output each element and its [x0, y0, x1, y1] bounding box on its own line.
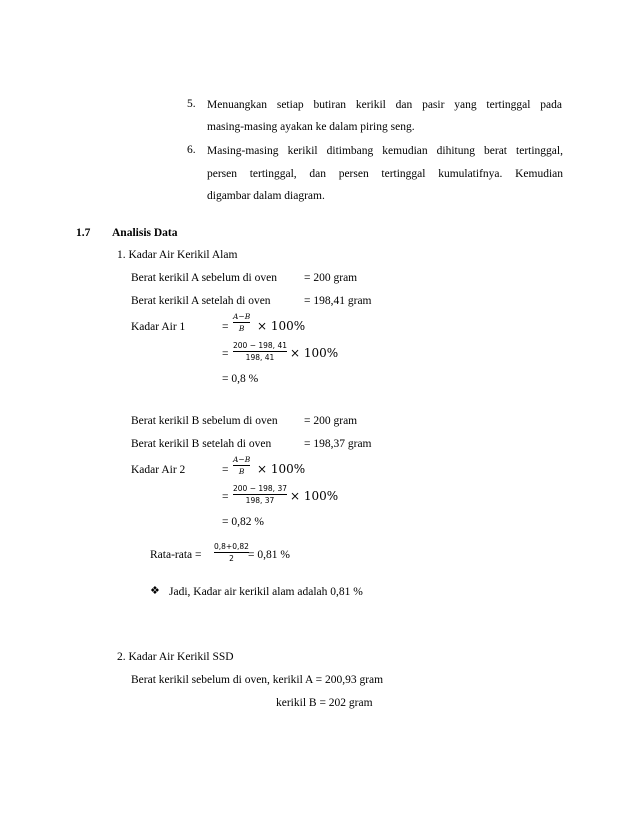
- ka1-subst-fraction: [233, 342, 287, 361]
- fraction-numerator: A−B: [233, 455, 251, 464]
- word: kerikil: [287, 145, 318, 157]
- ka2-result: = 0,82 %: [222, 516, 264, 528]
- fraction-denominator: 198, 41: [245, 352, 275, 362]
- word: yang: [454, 99, 477, 111]
- a-after-label: Berat kerikil A setelah di oven: [131, 295, 271, 307]
- b-before-value: = 200 gram: [304, 415, 358, 427]
- word: dan: [309, 168, 326, 180]
- a-before-value: = 200 gram: [304, 272, 358, 284]
- average-result: = 0,81 %: [248, 549, 290, 561]
- word: persen: [338, 168, 369, 180]
- b-after-value: = 198,37 gram: [304, 438, 372, 450]
- word: kerikil: [355, 99, 386, 111]
- word: dihitung: [436, 145, 475, 157]
- a-after-value: = 198,41 gram: [304, 295, 372, 307]
- fraction-numerator: 200 − 198, 41: [233, 341, 287, 350]
- item2-heading: 2. Kadar Air Kerikil SSD: [117, 651, 234, 663]
- word: pada: [540, 99, 562, 111]
- a-before-label: Berat kerikil A sebelum di oven: [131, 272, 277, 284]
- ka1-subst-times-100: × 100%: [290, 346, 339, 360]
- ka2-times-100: × 100%: [257, 462, 306, 476]
- average-fraction: [214, 543, 249, 562]
- ka2-formula-fraction: [233, 456, 250, 475]
- fraction-bar: [214, 552, 249, 553]
- word: tertinggal,: [516, 145, 563, 157]
- word: pasir: [422, 99, 445, 111]
- ka1-times-100: × 100%: [257, 319, 306, 333]
- item2-line2: kerikil B = 202 gram: [276, 697, 373, 709]
- fraction-numerator: A−B: [233, 312, 251, 321]
- section-title: Analisis Data: [112, 227, 178, 239]
- fraction-denominator: 2: [229, 553, 234, 563]
- step6-line1: [207, 145, 563, 157]
- b-after-label: Berat kerikil B setelah di oven: [131, 438, 272, 450]
- fraction-bar: [233, 322, 250, 323]
- b-before-label: Berat kerikil B sebelum di oven: [131, 415, 278, 427]
- word: tertinggal: [381, 168, 426, 180]
- step5-number: 5.: [187, 98, 196, 110]
- word: kemudian: [382, 145, 428, 157]
- diamond-bullet-icon: ❖: [150, 585, 160, 597]
- word: Menuangkan: [207, 99, 268, 111]
- item1-heading: 1. Kadar Air Kerikil Alam: [117, 249, 238, 261]
- step6-line3: digambar dalam diagram.: [207, 190, 325, 202]
- fraction-denominator: 198, 37: [245, 495, 275, 505]
- fraction-denominator: B: [238, 466, 245, 476]
- ka2-subst-fraction: [233, 485, 287, 504]
- step5-line2: masing-masing ayakan ke dalam piring seng.: [207, 121, 415, 133]
- ka1-subst-eq-sign: =: [222, 348, 229, 360]
- word: tertinggal: [486, 99, 531, 111]
- step6-number: 6.: [187, 144, 196, 156]
- section-number: 1.7: [76, 227, 91, 239]
- word: kumulatifnya.: [438, 168, 503, 180]
- fraction-denominator: B: [238, 323, 245, 333]
- step6-line2: [207, 168, 563, 180]
- word: Kemudian: [515, 168, 563, 180]
- word: Masing-masing: [207, 145, 279, 157]
- ka1-result: = 0,8 %: [222, 373, 259, 385]
- word: berat: [484, 145, 507, 157]
- fraction-bar: [233, 351, 287, 352]
- ka1-eq-sign: =: [222, 321, 229, 333]
- fraction-numerator: 200 − 198, 37: [233, 484, 287, 493]
- fraction-numerator: 0,8+0,82: [214, 542, 249, 551]
- word: tertinggal,: [249, 168, 297, 180]
- ka2-eq-sign: =: [222, 464, 229, 476]
- word: persen: [207, 168, 238, 180]
- fraction-bar: [233, 494, 287, 495]
- average-label: Rata-rata =: [150, 549, 202, 561]
- ka2-subst-eq-sign: =: [222, 491, 229, 503]
- word: butiran: [313, 99, 347, 111]
- word: dan: [395, 99, 413, 111]
- item2-line1: Berat kerikil sebelum di oven, kerikil A = 200,93 gram: [131, 674, 384, 686]
- conclusion-text: Jadi, Kadar air kerikil alam adalah 0,81 %: [169, 586, 363, 598]
- fraction-bar: [233, 465, 250, 466]
- word: setiap: [276, 99, 304, 111]
- ka2-subst-times-100: × 100%: [290, 489, 339, 503]
- step5-line1: [207, 99, 562, 111]
- ka1-label: Kadar Air 1: [131, 321, 186, 333]
- ka1-formula-fraction: [233, 313, 250, 332]
- ka2-label: Kadar Air 2: [131, 464, 186, 476]
- word: ditimbang: [326, 145, 374, 157]
